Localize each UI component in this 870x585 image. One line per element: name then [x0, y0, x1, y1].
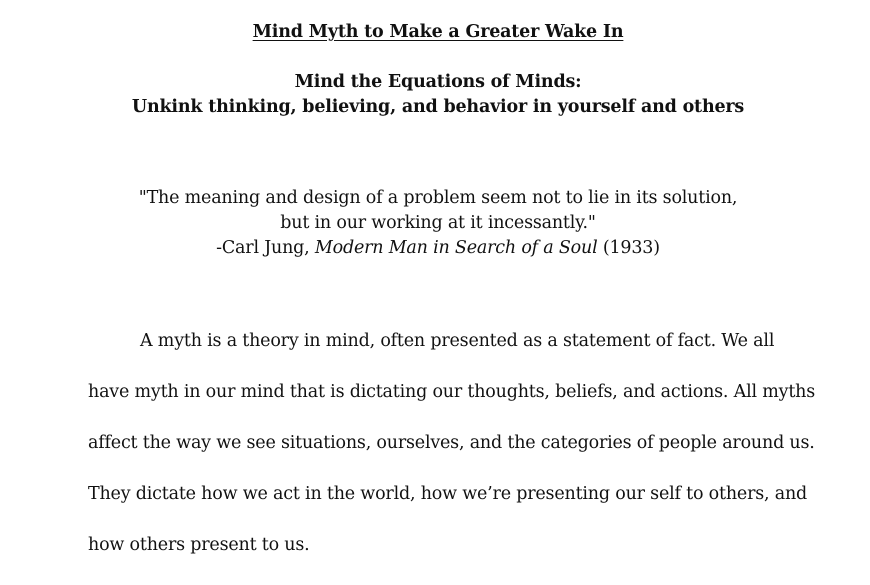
- attribution-year: (1933): [597, 238, 660, 258]
- body-paragraph: [88, 330, 816, 585]
- quote-line-2: but in our working at it incessantly.": [280, 213, 596, 233]
- subtitle-line-1: Mind the Equations of Minds:: [294, 72, 582, 92]
- epigraph-quote: [0, 186, 870, 261]
- body-line-2: have myth in our mind that is dictating our thoughts, beliefs, and actions. All myths: [88, 382, 816, 402]
- body-line-3: affect the way we see situations, ourselves, and the categories of people around us.: [88, 433, 815, 453]
- attribution-author: -Carl Jung,: [216, 238, 315, 258]
- body-line-4: They dictate how we act in the world, how we’re presenting our self to others, and: [88, 484, 808, 504]
- document-title: Mind Myth to Make a Greater Wake In: [252, 22, 624, 42]
- attribution-source-title: Modern Man in Search of a Soul: [314, 238, 598, 258]
- subtitle-line-2: Unkink thinking, believing, and behavior in yourself and others: [131, 97, 745, 117]
- document-subtitle: [0, 70, 870, 120]
- body-line-1: A myth is a theory in mind, often presented as a statement of fact. We all: [140, 331, 775, 351]
- quote-line-1: "The meaning and design of a problem seem not to lie in its solution,: [138, 188, 738, 208]
- quote-attribution: [0, 236, 870, 261]
- body-line-5: how others present to us.: [88, 535, 310, 555]
